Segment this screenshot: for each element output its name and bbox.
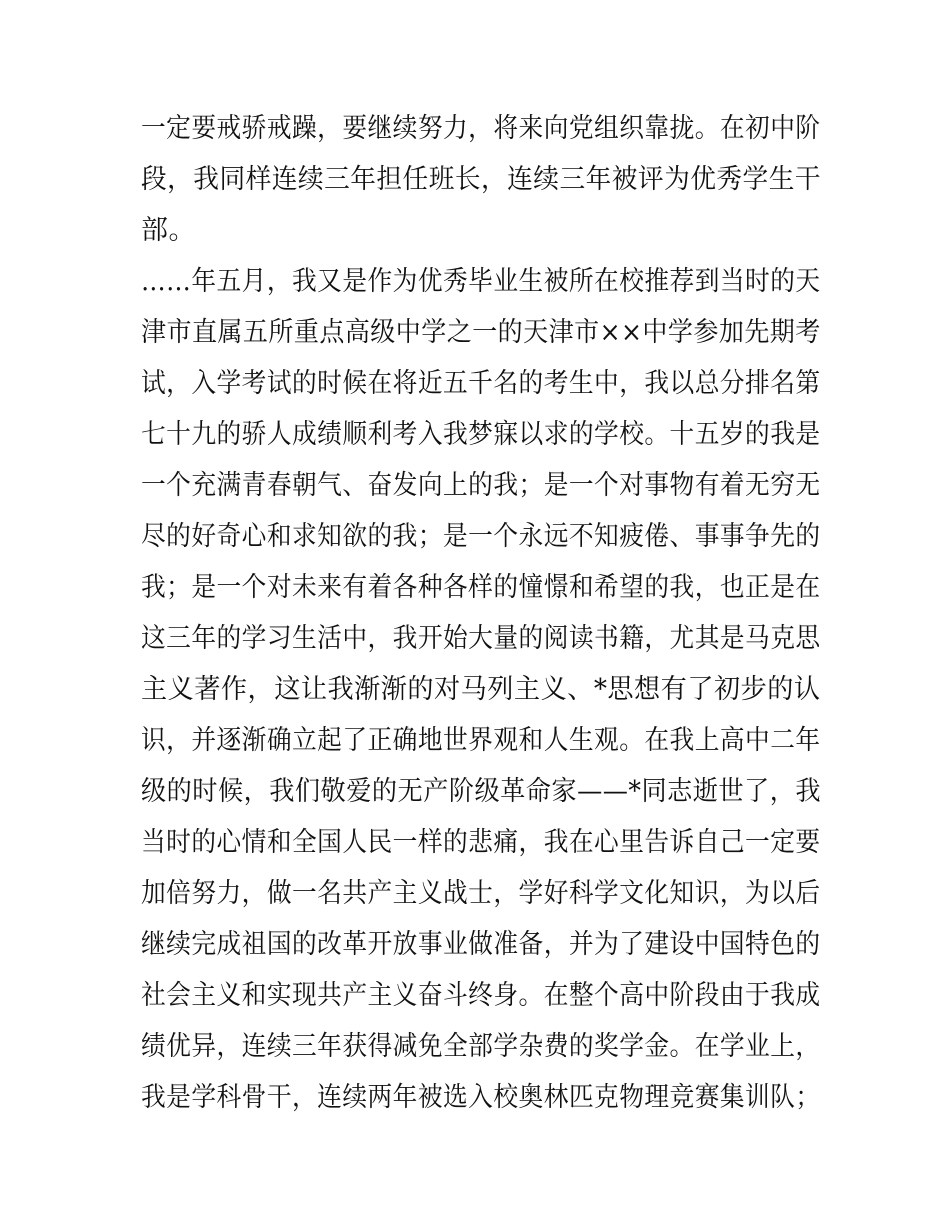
text-line: 社会主义和实现共产主义奋斗终身。在整个高中阶段由于我成 [141, 980, 821, 1011]
text-line: 我是学科骨干，连续两年被选入校奥林匹克物理竞赛集训队； [141, 1082, 821, 1113]
text-line: 部。 [141, 215, 196, 246]
text-line: 级的时候，我们敬爱的无产阶级革命家——*同志逝世了，我 [141, 776, 821, 807]
text-line: 试，入学考试的时候在将近五千名的考生中，我以总分排名第 [141, 368, 821, 399]
text-line: ……年五月，我又是作为优秀毕业生被所在校推荐到当时的天 [141, 266, 821, 297]
text-line: 绩优异，连续三年获得减免全部学杂费的奖学金。在学业上， [141, 1031, 821, 1062]
text-line: 这三年的学习生活中，我开始大量的阅读书籍，尤其是马克思 [141, 623, 821, 654]
text-line: 加倍努力，做一名共产主义战士，学好科学文化知识，为以后 [141, 878, 821, 909]
text-line: 津市直属五所重点高级中学之一的天津市××中学参加先期考 [141, 317, 821, 348]
text-line: 识，并逐渐确立起了正确地世界观和人生观。在我上高中二年 [141, 725, 821, 756]
text-line: 主义著作，这让我渐渐的对马列主义、*思想有了初步的认 [141, 674, 821, 705]
text-line: 一个充满青春朝气、奋发向上的我；是一个对事物有着无穷无 [141, 470, 821, 501]
text-line: 尽的好奇心和求知欲的我；是一个永远不知疲倦、事事争先的 [141, 521, 821, 552]
text-line: 七十九的骄人成绩顺利考入我梦寐以求的学校。十五岁的我是 [141, 419, 821, 450]
text-line: 一定要戒骄戒躁，要继续努力，将来向党组织靠拢。在初中阶 [141, 113, 821, 144]
text-line: 我；是一个对未来有着各种各样的憧憬和希望的我，也正是在 [141, 572, 821, 603]
text-line: 段，我同样连续三年担任班长，连续三年被评为优秀学生干 [141, 164, 821, 195]
text-line: 当时的心情和全国人民一样的悲痛，我在心里告诉自己一定要 [141, 827, 821, 858]
text-line: 继续完成祖国的改革开放事业做准备，并为了建设中国特色的 [141, 929, 821, 960]
